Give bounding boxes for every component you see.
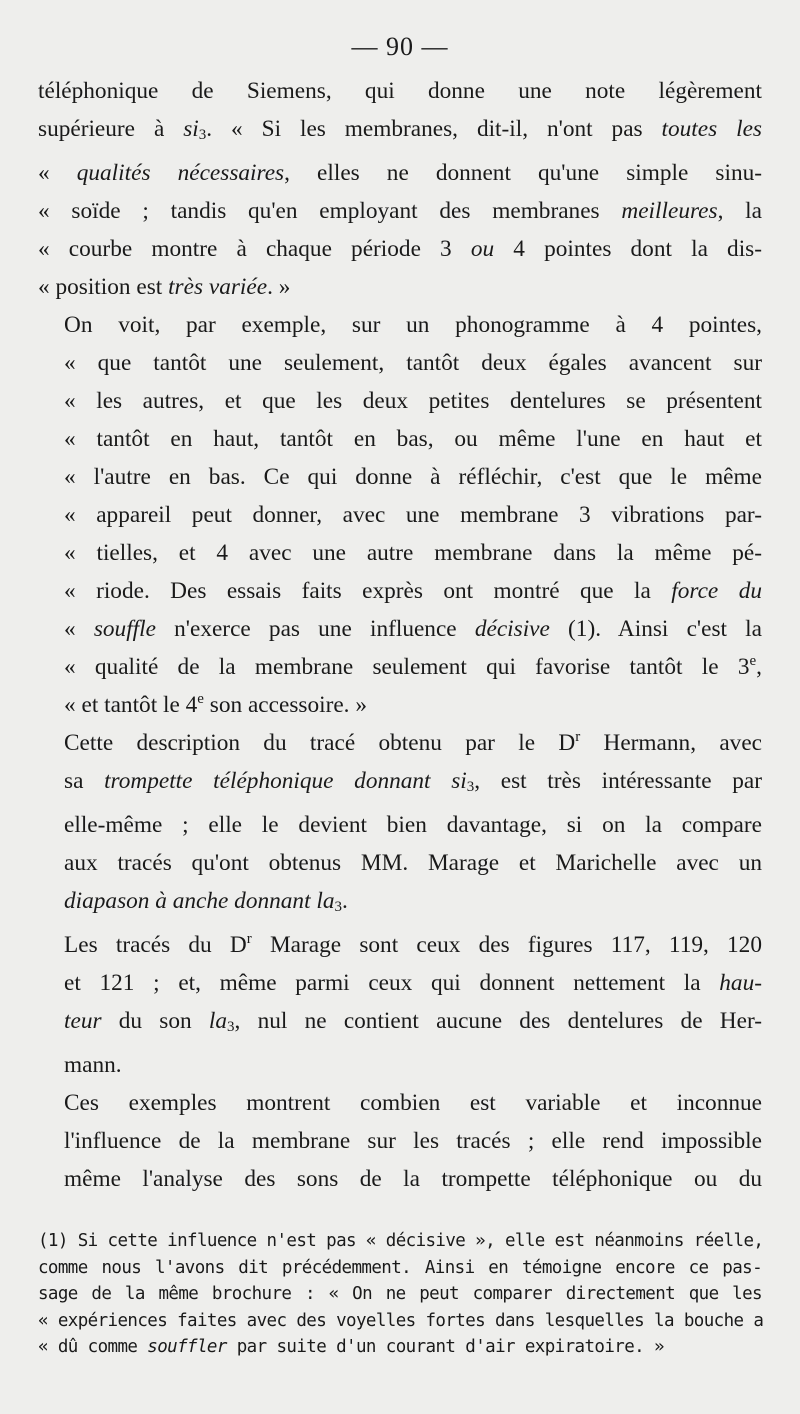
footnote bbox=[38, 1228, 762, 1361]
text-line: « souffle n'exerce pas une influence décisive (1). Ainsi c'est la bbox=[64, 616, 762, 642]
text-line: sa trompette téléphonique donnant $si_3$, est très intéressante par bbox=[64, 768, 762, 795]
text-line: diapason à anche donnant $la_3$. bbox=[64, 888, 348, 915]
text-line: « qualités nécessaires, elles ne donnent qu'une simple sinu- bbox=[38, 160, 763, 186]
text-line: Ces exemples montrent combien est variable et inconnue bbox=[64, 1090, 762, 1116]
text-line: comme nous l'avons dit précédemment. Ainsi en témoigne encore ce pas- bbox=[38, 1257, 762, 1278]
text-line: Cette description du tracé obtenu par le $D^r$ Hermann, avec bbox=[64, 729, 762, 756]
paragraph bbox=[38, 72, 762, 306]
text-line: « qualité de la membrane seulement qui favorise tantôt le 3e, bbox=[64, 653, 762, 680]
text-line: « riode. Des essais faits exprès ont montré que la force du bbox=[64, 578, 762, 604]
paragraph bbox=[38, 724, 762, 926]
text-line: « expériences faites avec des voyelles fortes dans lesquelles la bouche a bbox=[38, 1310, 764, 1331]
text-line: « dû comme souffler par suite d'un courant d'air expiratoire. » bbox=[38, 1337, 664, 1357]
text-line: sage de la même brochure : « On ne peut comparer directement que les bbox=[38, 1284, 762, 1304]
text-line: aux tracés qu'ont obtenus MM. Marage et Marichelle avec un bbox=[64, 850, 762, 876]
text-line: « appareil peut donner, avec une membrane 3 vibrations par- bbox=[64, 502, 762, 528]
text-line: l'influence de la membrane sur les tracés ; elle rend impossible bbox=[64, 1128, 762, 1154]
text-line: « tielles, et 4 avec une autre membrane dans la même pé- bbox=[64, 540, 762, 566]
page-number: — 90 — bbox=[351, 32, 449, 61]
text-line: « l'autre en bas. Ce qui donne à réfléchir, c'est que le même bbox=[64, 464, 762, 490]
paragraph bbox=[38, 926, 762, 1084]
text-line: et 121 ; et, même parmi ceux qui donnent nettement la hau- bbox=[64, 970, 762, 996]
text-line: « position est très variée. » bbox=[38, 274, 291, 300]
text-line: elle-même ; elle le devient bien davantage, si on la compare bbox=[64, 812, 762, 838]
text-line: « tantôt en haut, tantôt en bas, ou même l'une en haut et bbox=[64, 426, 762, 452]
text-line: « courbe montre à chaque période 3 ou 4 pointes dont la dis- bbox=[38, 236, 763, 262]
text-line: teur du son $la_3$, nul ne contient aucune des dentelures de Her- bbox=[64, 1008, 762, 1035]
text-line: Les tracés du $D^r$ Marage sont ceux des figures 117, 119, 120 bbox=[64, 931, 762, 958]
text-line: « les autres, et que les deux petites dentelures se présentent bbox=[64, 388, 762, 414]
text-line: mann. bbox=[64, 1052, 122, 1078]
text-line: supérieure à $si_3$. « Si les membranes, dit-il, n'ont pas toutes les bbox=[38, 116, 762, 143]
text-line: même l'analyse des sons de la trompette téléphonique ou du bbox=[64, 1166, 762, 1192]
text-line: « soïde ; tandis qu'en employant des membranes meilleures, la bbox=[38, 198, 762, 224]
paragraph bbox=[38, 1084, 762, 1198]
text-line: « que tantôt une seulement, tantôt deux égales avancent sur bbox=[64, 350, 762, 376]
body-text bbox=[38, 72, 762, 1198]
text-line: On voit, par exemple, sur un phonogramme à 4 pointes, bbox=[64, 312, 762, 338]
paragraph bbox=[38, 306, 762, 724]
text-line: « et tantôt le 4e son accessoire. » bbox=[64, 691, 367, 718]
text-line: téléphonique de Siemens, qui donne une note légèrement bbox=[38, 78, 762, 104]
text-line: (1) Si cette influence n'est pas « décisive », elle est néanmoins réelle, bbox=[38, 1231, 764, 1251]
